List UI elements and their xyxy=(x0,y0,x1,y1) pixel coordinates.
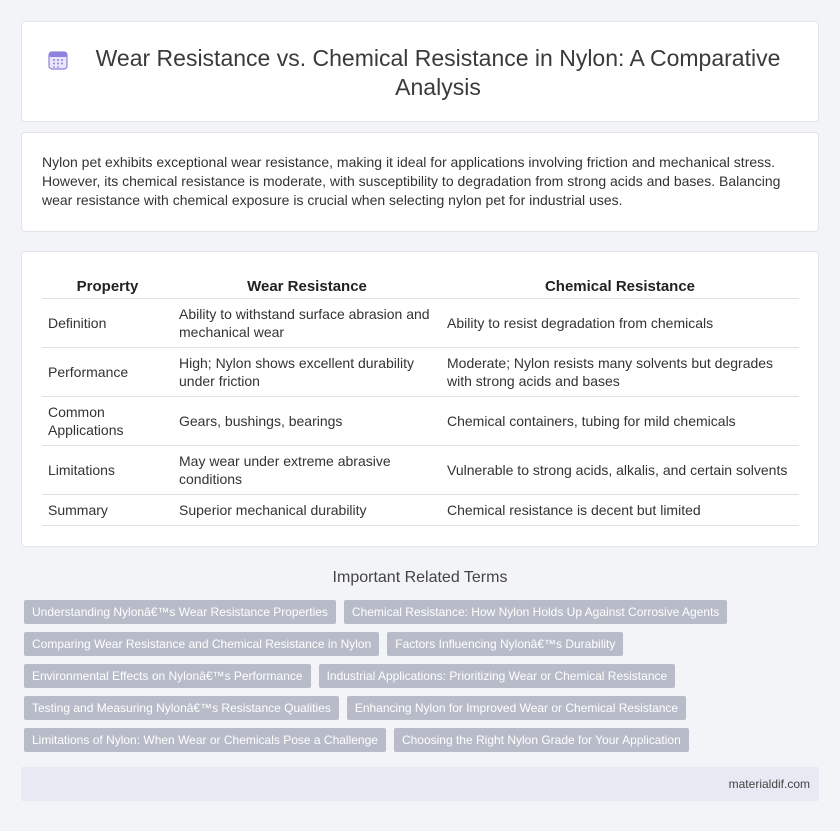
related-term-link[interactable]: Industrial Applications: Prioritizing Wear or Chemical Resistance xyxy=(319,664,676,688)
wear-cell: May wear under extreme abrasive conditions xyxy=(173,445,441,494)
table-header-row xyxy=(42,274,799,298)
title-card xyxy=(21,21,819,122)
footer xyxy=(21,767,819,801)
chemical-cell: Chemical resistance is decent but limited xyxy=(441,494,799,525)
wear-cell: High; Nylon shows excellent durability under friction xyxy=(173,347,441,396)
table-row xyxy=(42,396,799,445)
related-term-link[interactable]: Enhancing Nylon for Improved Wear or Chemical Resistance xyxy=(347,696,686,720)
related-term-link[interactable]: Chemical Resistance: How Nylon Holds Up Against Corrosive Agents xyxy=(344,600,728,624)
row-label: Summary xyxy=(42,494,173,525)
site-name[interactable]: materialdif.com xyxy=(728,777,810,791)
comparison-table-card xyxy=(21,251,819,547)
wear-cell: Ability to withstand surface abrasion and mechanical wear xyxy=(173,298,441,347)
related-term-link[interactable]: Understanding Nylonâ€™s Wear Resistance Properties xyxy=(24,600,336,624)
related-terms-heading: Important Related Terms xyxy=(332,569,508,586)
wear-cell: Superior mechanical durability xyxy=(173,494,441,525)
header-chemical-resistance: Chemical Resistance xyxy=(441,274,799,298)
related-term-link[interactable]: Environmental Effects on Nylonâ€™s Performance xyxy=(24,664,311,688)
related-term-link[interactable]: Testing and Measuring Nylonâ€™s Resistance Qualities xyxy=(24,696,339,720)
row-label: Limitations xyxy=(42,445,173,494)
header-property: Property xyxy=(42,274,173,298)
wear-cell: Gears, bushings, bearings xyxy=(173,396,441,445)
chemical-cell: Ability to resist degradation from chemicals xyxy=(441,298,799,347)
related-term-link[interactable]: Choosing the Right Nylon Grade for Your Application xyxy=(394,728,689,752)
page-title: Wear Resistance vs. Chemical Resistance in Nylon: A Comparative Analysis xyxy=(95,45,781,100)
row-label: Performance xyxy=(42,347,173,396)
row-label: Definition xyxy=(42,298,173,347)
chemical-cell: Chemical containers, tubing for mild chemicals xyxy=(441,396,799,445)
table-row xyxy=(42,298,799,347)
table-row xyxy=(42,494,799,525)
table-row xyxy=(42,347,799,396)
comparison-table xyxy=(42,274,799,526)
chemical-cell: Vulnerable to strong acids, alkalis, and certain solvents xyxy=(441,445,799,494)
related-terms-list xyxy=(24,600,824,760)
related-term-link[interactable]: Factors Influencing Nylonâ€™s Durability xyxy=(387,632,623,656)
chemical-cell: Moderate; Nylon resists many solvents but degrades with strong acids and bases xyxy=(441,347,799,396)
intro-paragraph: Nylon pet exhibits exceptional wear resistance, making it ideal for applications involving friction and mechanical stress. However, its chemical resistance is moderate, with susceptibility to degradation from strong acids and bases. Balancing wear resistance with chemical exposure is crucial when selecting nylon pet for industrial uses. xyxy=(42,154,781,208)
intro-card xyxy=(21,132,819,232)
row-label: Common Applications xyxy=(42,396,173,445)
related-term-link[interactable]: Limitations of Nylon: When Wear or Chemicals Pose a Challenge xyxy=(24,728,386,752)
header-wear-resistance: Wear Resistance xyxy=(173,274,441,298)
table-row xyxy=(42,445,799,494)
related-term-link[interactable]: Comparing Wear Resistance and Chemical Resistance in Nylon xyxy=(24,632,379,656)
